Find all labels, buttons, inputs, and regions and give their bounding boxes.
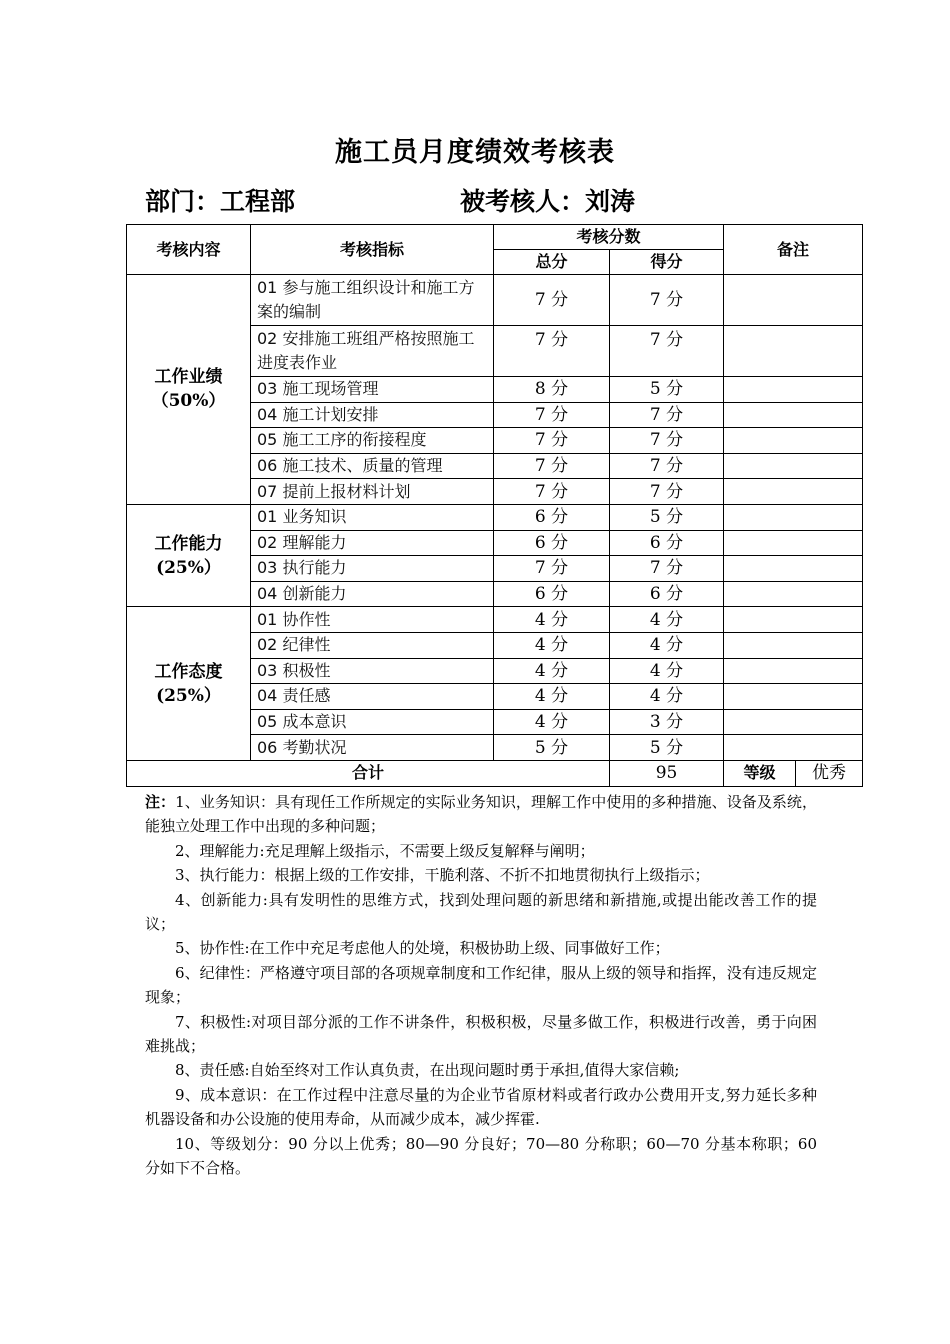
total-cell: 7 分 <box>494 428 610 454</box>
grade-label: 等级 <box>724 760 796 786</box>
indicator-cell: 01 参与施工组织设计和施工方案的编制 <box>251 275 494 326</box>
note-item: 4、创新能力:具有发明性的思维方式，找到处理问题的新思绪和新措施,或提出能改善工作的提议； <box>145 890 817 934</box>
remarks-cell <box>724 709 863 735</box>
total-cell: 4 分 <box>494 632 610 658</box>
category-name: 工作态度 <box>154 661 223 682</box>
total-cell: 7 分 <box>494 326 610 377</box>
indicator-cell: 06 考勤状况 <box>251 735 494 761</box>
remarks-cell <box>724 658 863 684</box>
grade-value: 优秀 <box>796 760 863 786</box>
note-item: 注：1、业务知识：具有现任工作所规定的实际业务知识，理解工作中使用的多种措施、设备及系统，能独立处理工作中出现的多种问题； <box>145 793 817 836</box>
total-cell: 7 分 <box>494 453 610 479</box>
indicator-cell: 02 理解能力 <box>251 530 494 556</box>
indicator-cell: 01 业务知识 <box>251 504 494 530</box>
remarks-cell <box>724 684 863 710</box>
remarks-cell <box>724 453 863 479</box>
header-score-group: 考核分数 <box>494 225 724 250</box>
total-cell: 4 分 <box>494 658 610 684</box>
note-item: 6、纪律性：严格遵守项目部的各项规章制度和工作纪律，服从上级的领导和指挥，没有违反规定现象； <box>145 963 817 1007</box>
score-cell: 7 分 <box>610 556 724 582</box>
indicator-cell: 02 纪律性 <box>251 632 494 658</box>
score-cell: 4 分 <box>610 632 724 658</box>
score-cell: 7 分 <box>610 428 724 454</box>
indicator-cell: 07 提前上报材料计划 <box>251 479 494 505</box>
score-cell: 7 分 <box>610 275 724 326</box>
total-cell: 7 分 <box>494 402 610 428</box>
total-cell: 4 分 <box>494 684 610 710</box>
header-total: 总分 <box>494 250 610 275</box>
category-weight: (25%） <box>156 557 221 578</box>
remarks-cell <box>724 504 863 530</box>
indicator-cell: 03 执行能力 <box>251 556 494 582</box>
category-name: 工作能力 <box>154 533 223 554</box>
total-value: 95 <box>610 760 724 786</box>
remarks-cell <box>724 556 863 582</box>
header-remarks: 备注 <box>724 225 863 275</box>
note-item: 2、理解能力:充足理解上级指示，不需要上级反复解释与阐明； <box>175 841 595 860</box>
category-performance <box>127 275 251 505</box>
total-cell: 6 分 <box>494 504 610 530</box>
score-cell: 5 分 <box>610 377 724 403</box>
department-label: 部门：工程部 <box>145 187 296 216</box>
remarks-cell <box>724 530 863 556</box>
total-cell: 4 分 <box>494 607 610 633</box>
remarks-cell <box>724 607 863 633</box>
remarks-cell <box>724 632 863 658</box>
score-cell: 7 分 <box>610 402 724 428</box>
score-cell: 4 分 <box>610 684 724 710</box>
score-cell: 5 分 <box>610 504 724 530</box>
remarks-cell <box>724 581 863 607</box>
page-title: 施工员月度绩效考核表 <box>335 137 615 168</box>
notes-section <box>145 790 817 1181</box>
indicator-cell: 03 积极性 <box>251 658 494 684</box>
total-cell: 7 分 <box>494 479 610 505</box>
score-cell: 5 分 <box>610 735 724 761</box>
remarks-cell <box>724 275 863 326</box>
note-item: 9、成本意识：在工作过程中注意尽量的为企业节省原材料或者行政办公费用开支,努力延长多种机器设备和办公设施的使用寿命，从而减少成本，减少挥霍. <box>145 1085 817 1129</box>
remarks-cell <box>724 326 863 377</box>
category-weight: (25%） <box>156 685 221 706</box>
header-indicator: 考核指标 <box>251 225 494 275</box>
assessee-label: 被考核人：刘涛 <box>460 187 636 216</box>
total-cell: 7 分 <box>494 275 610 326</box>
total-cell: 6 分 <box>494 530 610 556</box>
indicator-cell: 06 施工技术、质量的管理 <box>251 453 494 479</box>
category-name: 工作业绩 <box>154 367 223 388</box>
indicator-cell: 04 创新能力 <box>251 581 494 607</box>
total-cell: 5 分 <box>494 735 610 761</box>
header-meta <box>145 182 845 222</box>
remarks-cell <box>724 377 863 403</box>
remarks-cell <box>724 735 863 761</box>
note-item: 7、积极性:对项目部分派的工作不讲条件，积极积极，尽量多做工作，积极进行改善，勇于向困难挑战； <box>145 1012 817 1056</box>
indicator-cell: 01 协作性 <box>251 607 494 633</box>
header-score: 得分 <box>610 250 724 275</box>
note-item: 8、责任感:自始至终对工作认真负责，在出现问题时勇于承担,值得大家信赖; <box>175 1061 680 1080</box>
header-category: 考核内容 <box>127 225 251 275</box>
category-attitude <box>127 607 251 761</box>
note-item: 5、协作性:在工作中充足考虑他人的处境，积极协助上级、同事做好工作； <box>175 939 670 958</box>
score-cell: 7 分 <box>610 326 724 377</box>
category-weight: （50%） <box>151 391 226 412</box>
total-cell: 6 分 <box>494 581 610 607</box>
score-cell: 6 分 <box>610 530 724 556</box>
indicator-cell: 05 成本意识 <box>251 709 494 735</box>
indicator-cell: 04 责任感 <box>251 684 494 710</box>
notes-lead: 注： <box>145 793 176 811</box>
indicator-cell: 05 施工工序的衔接程度 <box>251 428 494 454</box>
note-item: 10、等级划分：90 分以上优秀；80—90 分良好；70—80 分称职；60—70 分基本称职；60 分如下不合格。 <box>145 1134 817 1178</box>
remarks-cell <box>724 479 863 505</box>
category-ability <box>127 504 251 606</box>
assessment-table <box>126 224 863 787</box>
total-cell: 8 分 <box>494 377 610 403</box>
score-cell: 4 分 <box>610 658 724 684</box>
total-cell: 7 分 <box>494 556 610 582</box>
remarks-cell <box>724 428 863 454</box>
total-cell: 4 分 <box>494 709 610 735</box>
score-cell: 7 分 <box>610 453 724 479</box>
score-cell: 4 分 <box>610 607 724 633</box>
indicator-cell: 03 施工现场管理 <box>251 377 494 403</box>
note-item: 3、执行能力：根据上级的工作安排，干脆利落、不折不扣地贯彻执行上级指示； <box>175 866 710 885</box>
remarks-cell <box>724 402 863 428</box>
indicator-cell: 04 施工计划安排 <box>251 402 494 428</box>
total-label: 合计 <box>127 760 610 786</box>
score-cell: 6 分 <box>610 581 724 607</box>
score-cell: 3 分 <box>610 709 724 735</box>
indicator-cell: 02 安排施工班组严格按照施工进度表作业 <box>251 326 494 377</box>
score-cell: 7 分 <box>610 479 724 505</box>
